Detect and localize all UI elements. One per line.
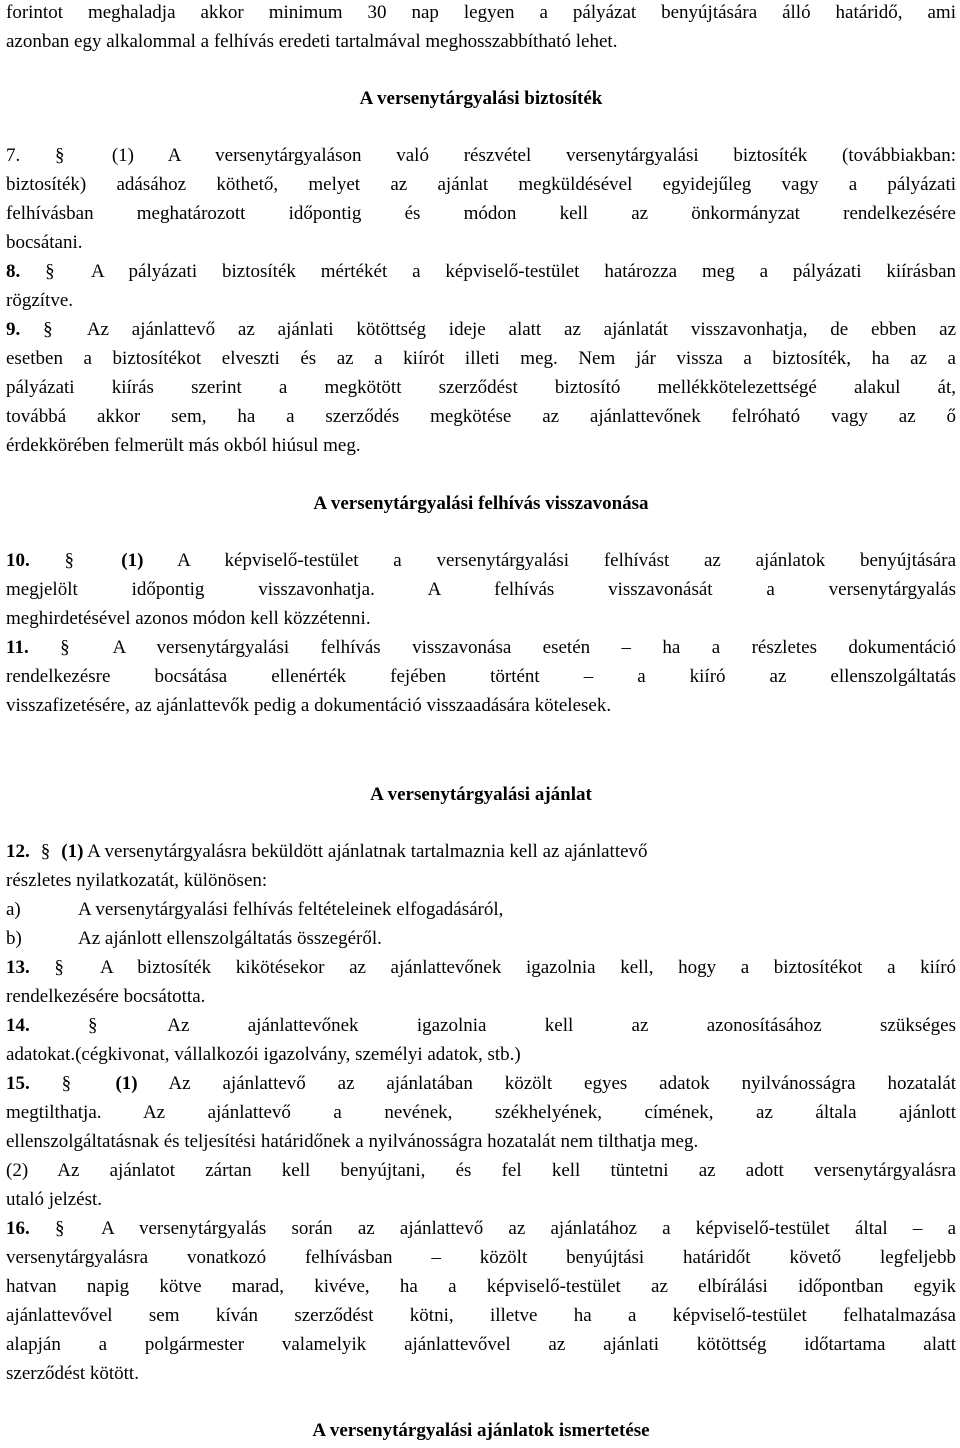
paragraph-15-line: 15. § (1) Az ajánlattevő az ajánlatában közölt egyes adatok nyilvánosságra hozatalát <box>6 1073 957 1094</box>
paragraph-line: alapján a polgármester valamelyik ajánlattevővel az ajánlati kötöttség időtartama alatt <box>6 1334 956 1355</box>
paragraph-9-line: 9. § Az ajánlattevő az ajánlati kötöttség ideje alatt az ajánlatát visszavonhatja, de ebben az <box>6 319 957 340</box>
paragraph-number: 9. <box>6 319 21 340</box>
sub-number: (1) <box>121 550 144 571</box>
list-label: b) <box>6 928 22 949</box>
section-sign-icon: § <box>40 841 51 862</box>
paragraph-line: továbbá akkor sem, ha a szerződés megkötése az ajánlattevőnek felróható vagy az ő <box>6 406 956 427</box>
section-heading: A versenytárgyalási ajánlat <box>370 784 592 805</box>
paragraph-line: rendelkezésre bocsátása ellenérték fejében történt – a kiíró az ellenszolgáltatás <box>6 666 956 687</box>
paragraph-line: visszafizetésére, az ajánlattevők pedig a dokumentáció visszaadására kötelesek. <box>6 695 612 716</box>
paragraph-line: utaló jelzést. <box>6 1189 103 1210</box>
paragraph-line: rendelkezésére bocsátotta. <box>6 986 206 1007</box>
paragraph-13-line: 13. § A biztosíték kikötésekor az ajánlattevőnek igazolnia kell, hogy a biztosítékot a kiíró <box>6 957 957 978</box>
paragraph-12-line: 12. § (1) A versenytárgyalásra beküldött ajánlatnak tartalmaznia kell az ajánlattevő <box>6 841 648 862</box>
paragraph-10-line: 10. § (1) A képviselő-testület a versenytárgyalási felhívást az ajánlatok benyújtására <box>6 550 957 571</box>
paragraph-number: 7. <box>6 145 21 166</box>
paragraph-line: megtilthatja. Az ajánlattevő a nevének, székhelyének, címének, az általa ajánlott <box>6 1102 956 1123</box>
paragraph-line: részletes nyilatkozatát, különösen: <box>6 870 268 891</box>
section-heading: A versenytárgyalási felhívás visszavonása <box>313 493 649 514</box>
paragraph-number: 14. <box>6 1015 30 1036</box>
paragraph-line: esetben a biztosítékot elveszti és az a kiírót illeti meg. Nem jár vissza a biztosíték, ha az a <box>6 348 956 369</box>
paragraph-7-line: 7. § (1) A versenytárgyaláson való részvétel versenytárgyalási biztosíték (továbbiakban: <box>6 145 957 166</box>
paragraph-line: azonban egy alkalommal a felhívás eredeti tartalmával meghosszabbítható lehet. <box>6 31 618 52</box>
paragraph-line: szerződést kötött. <box>6 1363 139 1384</box>
section-sign-icon: § <box>54 1218 65 1239</box>
paragraph-number: 12. <box>6 841 30 862</box>
list-label: a) <box>6 899 21 920</box>
section-sign-icon: § <box>88 1015 98 1036</box>
section-sign-icon: § <box>43 319 53 340</box>
sub-number: (1) <box>61 841 84 862</box>
paragraph-14-line: 14. § Az ajánlattevőnek igazolnia kell az azonosításához szükséges <box>6 1015 956 1036</box>
paragraph-line: ellenszolgáltatásnak és teljesítési határidőnek a nyilvánosságra hozatalát nem tilthatja meg. <box>6 1131 699 1152</box>
section-heading: A versenytárgyalási biztosíték <box>359 88 603 109</box>
paragraph-number: 15. <box>6 1073 30 1094</box>
paragraph-line: rögzítve. <box>6 290 74 311</box>
sub-number: (1) <box>115 1073 138 1094</box>
paragraph-16-line: 16. § A versenytárgyalás során az ajánlattevő az ajánlatához a képviselő-testület által – a <box>6 1218 957 1239</box>
paragraph-line: meghirdetésével azonos módon kell közzétenni. <box>6 608 371 629</box>
paragraph-line: érdekkörében felmerült más okból hiúsul meg. <box>6 435 361 456</box>
paragraph-number: 16. <box>6 1218 30 1239</box>
paragraph-number: 13. <box>6 957 30 978</box>
paragraph-line: versenytárgyalásra vonatkozó felhívásban – közölt benyújtási határidőt követő legfeljebb <box>6 1247 956 1268</box>
paragraph-line: megjelölt időpontig visszavonhatja. A felhívás visszavonását a versenytárgyalás <box>6 579 956 600</box>
paragraph-number: 8. <box>6 261 21 282</box>
section-sign-icon: § <box>55 145 65 166</box>
list-item: b) Az ajánlott ellenszolgáltatás összegéről. <box>6 928 382 949</box>
paragraph-line: bocsátani. <box>6 232 83 253</box>
section-heading: A versenytárgyalási ajánlatok ismertetése <box>312 1420 650 1441</box>
paragraph-line: ajánlattevővel sem kíván szerződést kötni, illetve ha a képviselő-testület felhatalmazása <box>6 1305 956 1326</box>
paragraph-line: hatvan napig kötve marad, kivéve, ha a képviselő-testület az elbírálási időpontban egyik <box>6 1276 956 1297</box>
paragraph-8-line: 8. § A pályázati biztosíték mértékét a képviselő-testület határozza meg a pályázati kiírásban <box>6 261 957 282</box>
list-item: a) A versenytárgyalási felhívás feltételeinek elfogadásáról, <box>6 899 504 920</box>
paragraph-line: pályázati kiírás szerint a megkötött szerződést biztosító mellékkötelezettségé alakul át, <box>6 377 956 398</box>
paragraph-line: biztosíték) adásához köthető, melyet az ajánlat megküldésével egyidejűleg vagy a pályázati <box>6 174 956 195</box>
section-sign-icon: § <box>61 1073 72 1094</box>
paragraph-line: forintot meghaladja akkor minimum 30 nap legyen a pályázat benyújtására álló határidő, ami <box>6 2 956 23</box>
paragraph-11-line: 11. § A versenytárgyalási felhívás visszavonása esetén – ha a részletes dokumentáció <box>6 637 957 658</box>
paragraph-number: 11. <box>6 637 29 658</box>
section-sign-icon: § <box>54 957 64 978</box>
paragraph-number: 10. <box>6 550 30 571</box>
section-sign-icon: § <box>60 637 70 658</box>
paragraph-15-2-line: (2) Az ajánlatot zártan kell benyújtani, és fel kell tüntetni az adott versenytárgyalásra <box>6 1160 957 1181</box>
paragraph-line: felhívásban meghatározott időpontig és módon kell az önkormányzat rendelkezésére <box>6 203 956 224</box>
section-sign-icon: § <box>64 550 74 571</box>
sub-number: (2) <box>6 1160 29 1181</box>
section-sign-icon: § <box>45 261 55 282</box>
paragraph-line: adatokat.(cégkivonat, vállalkozói igazolvány, személyi adatok, stb.) <box>6 1044 521 1065</box>
